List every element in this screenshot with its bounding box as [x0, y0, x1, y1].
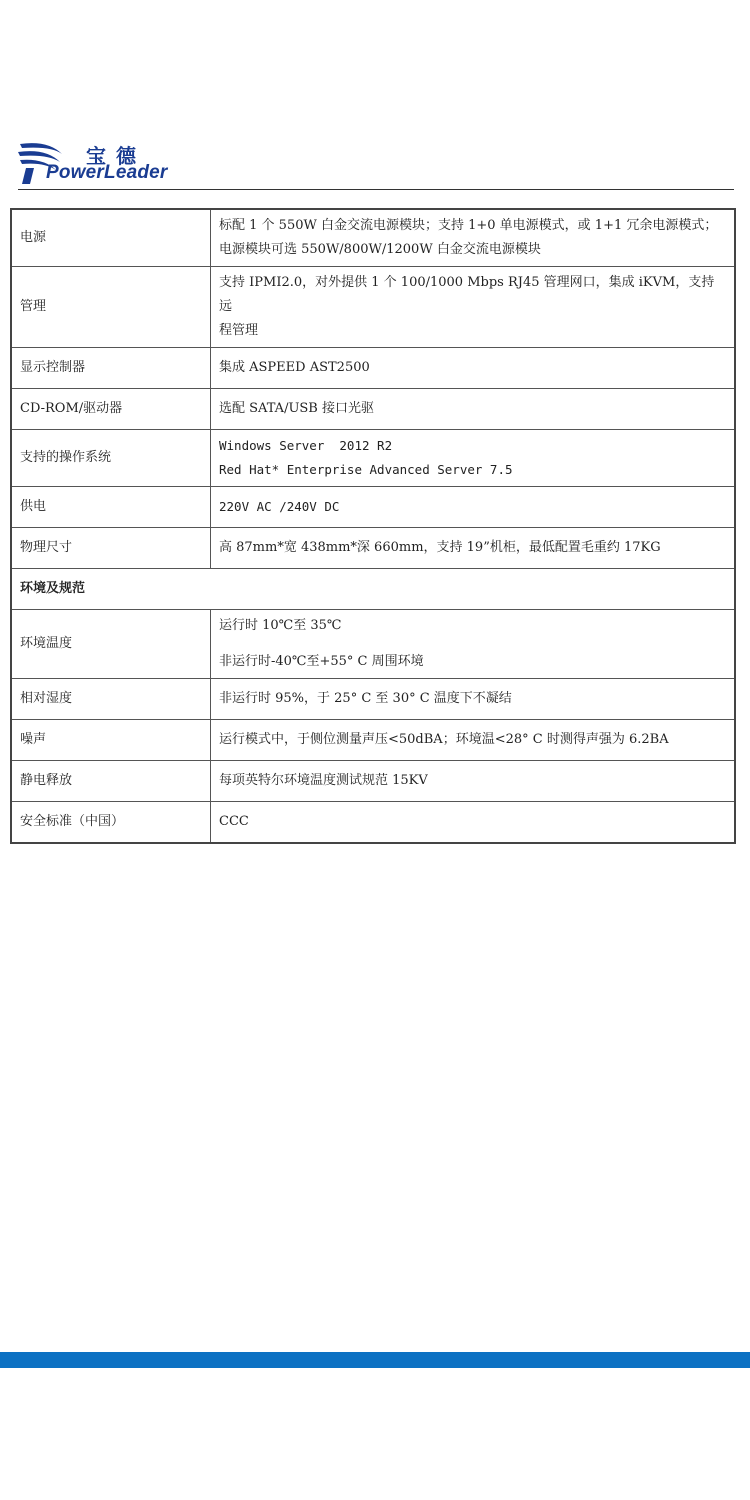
row-key-cdrom: CD-ROM/驱动器: [11, 389, 211, 430]
value-line: 支持 IPMI2.0，对外提供 1 个 100/1000 Mbps RJ45 管理网口，集成 iKVM，支持远: [219, 275, 715, 314]
row-key-power: 电源: [11, 209, 211, 267]
row-key-display: 显示控制器: [11, 348, 211, 389]
section-row: [11, 569, 735, 610]
value-line: Windows Server 2012 R2: [219, 438, 393, 453]
row-key-manage: 管理: [11, 267, 211, 348]
row-value-os: [211, 430, 736, 487]
header-divider: [18, 189, 734, 190]
row-value-cdrom: 选配 SATA/USB 接口光驱: [211, 389, 736, 430]
table-row: [11, 679, 735, 720]
brand-name-cn: 宝德: [86, 144, 146, 168]
row-value-size: 高 87mm*宽 438mm*深 660mm，支持 19”机柜，最低配置毛重约 17KG: [211, 528, 736, 569]
value-line: Red Hat* Enterprise Advanced Server 7.5: [219, 462, 513, 477]
section-heading: 环境及规范: [11, 569, 735, 610]
table-row: [11, 761, 735, 802]
row-value-esd: 每项英特尔环境温度测试规范 15KV: [211, 761, 736, 802]
row-value-display: 集成 ASPEED AST2500: [211, 348, 736, 389]
row-value-supply: 220V AC /240V DC: [211, 487, 736, 528]
row-value-humid: 非运行时 95%，于 25° C 至 30° C 温度下不凝结: [211, 679, 736, 720]
row-key-size: 物理尺寸: [11, 528, 211, 569]
brand-name-en: PowerLeader: [46, 162, 168, 183]
row-key-esd: 静电释放: [11, 761, 211, 802]
table-row: [11, 389, 735, 430]
row-value-manage: [211, 267, 736, 348]
footer-bar: [0, 1352, 750, 1368]
value-line: 运行时 10℃至 35℃: [219, 618, 342, 633]
row-key-humid: 相对湿度: [11, 679, 211, 720]
table-row: [11, 430, 735, 487]
table-row: [11, 209, 735, 267]
row-key-os: 支持的操作系统: [11, 430, 211, 487]
row-key-noise: 噪声: [11, 720, 211, 761]
table-row: [11, 267, 735, 348]
table-row: [11, 720, 735, 761]
powerleader-logo: [18, 138, 218, 188]
value-line: 电源模块可选 550W/800W/1200W 白金交流电源模块: [219, 242, 541, 257]
row-value-safety: CCC: [211, 802, 736, 843]
row-key-supply: 供电: [11, 487, 211, 528]
table-row: [11, 348, 735, 389]
spec-table: [10, 208, 736, 844]
row-value-temp: [211, 610, 736, 679]
value-line: 非运行时-40℃至+55° C 周围环境: [219, 654, 424, 669]
table-row: [11, 610, 735, 679]
table-row: [11, 802, 735, 843]
row-value-noise: 运行模式中，于侧位测量声压<50dBA；环境温<28° C 时测得声强为 6.2BA: [211, 720, 736, 761]
value-line: 程管理: [219, 323, 259, 338]
table-row: [11, 528, 735, 569]
table-row: [11, 487, 735, 528]
row-key-safety: 安全标准（中国）: [11, 802, 211, 843]
row-key-temp: 环境温度: [11, 610, 211, 679]
value-line: 标配 1 个 550W 白金交流电源模块；支持 1+0 单电源模式，或 1+1 冗余电源模式；: [219, 218, 718, 233]
row-value-power: [211, 209, 736, 267]
